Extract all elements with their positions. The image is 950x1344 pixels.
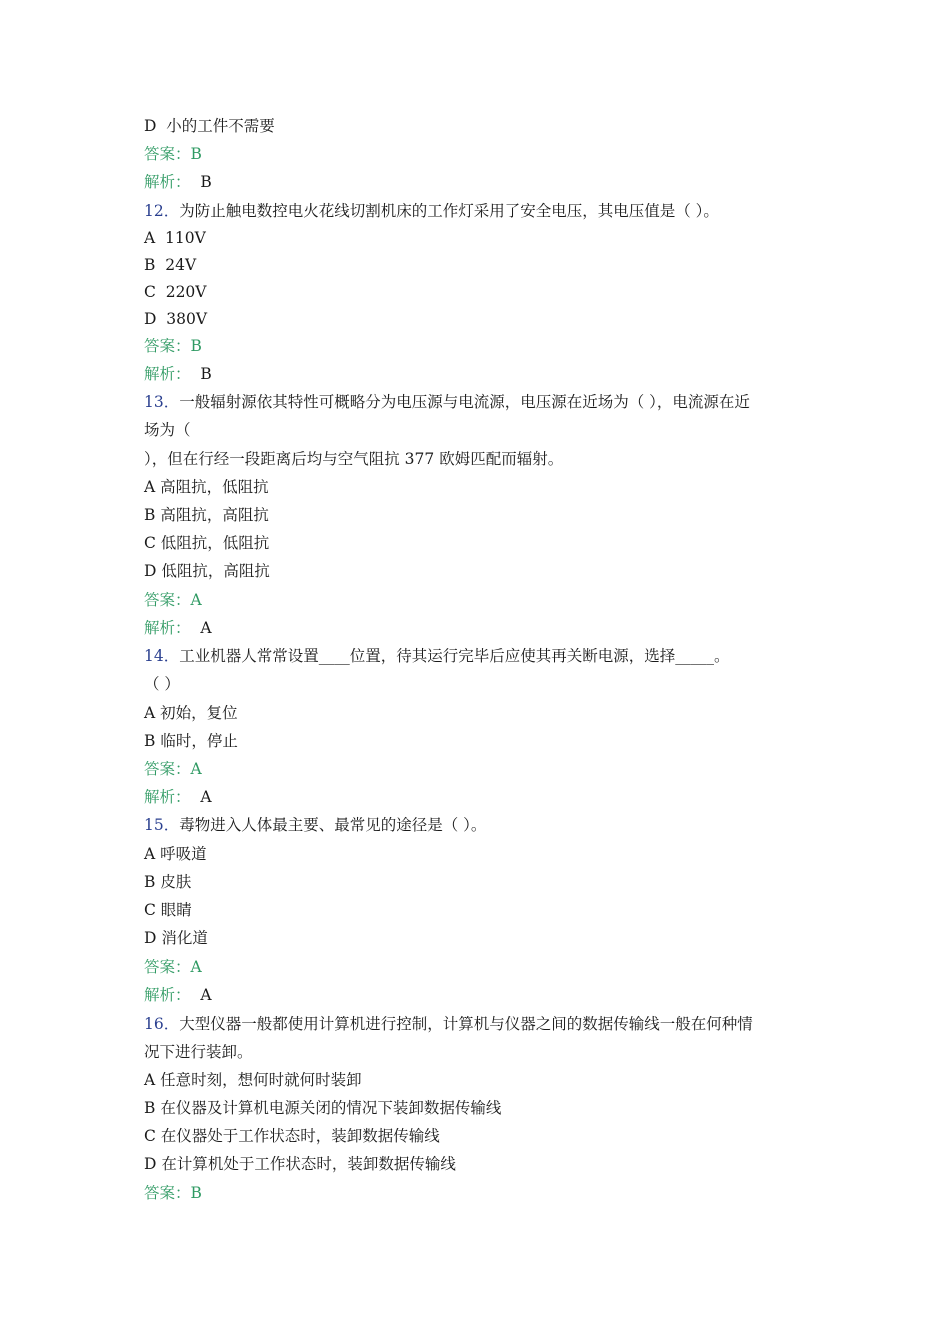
option-d: D 在计算机处于工作状态时，装卸数据传输线 xyxy=(144,1155,456,1173)
question-number: 13． xyxy=(144,393,180,411)
analysis-line xyxy=(144,172,212,192)
option-a: A 初始，复位 xyxy=(144,704,238,722)
option-c: C 在仪器处于工作状态时，装卸数据传输线 xyxy=(144,1127,440,1145)
option-a: A 高阻抗，低阻抗 xyxy=(144,478,269,496)
question-text: 一般辐射源依其特性可概略分为电压源与电流源，电压源在近场为（ ），电流源在近 xyxy=(179,393,750,411)
answer-line xyxy=(144,144,202,164)
analysis-line xyxy=(144,985,212,1005)
answer-value: B xyxy=(190,337,202,355)
answer-value: B xyxy=(190,1184,202,1202)
analysis-label: 解析： xyxy=(144,788,191,806)
answer-line xyxy=(144,957,202,977)
analysis-label: 解析： xyxy=(144,619,191,637)
question-number: 15． xyxy=(144,816,180,834)
analysis-line xyxy=(144,364,212,384)
analysis-label: 解析： xyxy=(144,365,191,383)
answer-line xyxy=(144,759,202,779)
answer-value: A xyxy=(190,958,202,976)
question-text: 工业机器人常常设置____位置，待其运行完毕后应使其再关断电源，选择_____。 xyxy=(179,647,730,665)
option-a: A 呼吸道 xyxy=(144,845,207,863)
analysis-label: 解析： xyxy=(144,986,191,1004)
option-d: D 小的工件不需要 xyxy=(144,117,275,135)
answer-value: A xyxy=(190,760,202,778)
option-d: D 380V xyxy=(144,310,208,328)
option-a: A 任意时刻，想何时就何时装卸 xyxy=(144,1071,362,1089)
option-a: A 110V xyxy=(144,229,206,247)
option-b: B 在仪器及计算机电源关闭的情况下装卸数据传输线 xyxy=(144,1099,502,1117)
question-text-cont: ），但在行经一段距离后均与空气阻抗 377 欧姆匹配而辐射。 xyxy=(144,450,564,468)
answer-line xyxy=(144,590,202,610)
answer-label: 答案： xyxy=(144,145,191,163)
answer-value: B xyxy=(190,145,202,163)
analysis-value: A xyxy=(190,619,212,637)
option-b: B 皮肤 xyxy=(144,873,192,891)
question-number: 12． xyxy=(144,202,180,220)
analysis-value: B xyxy=(190,173,212,191)
answer-value: A xyxy=(190,591,202,609)
question-number: 14． xyxy=(144,647,180,665)
analysis-label: 解析： xyxy=(144,173,191,191)
question-14-stem xyxy=(144,646,730,666)
option-d: D 消化道 xyxy=(144,929,208,947)
question-number: 16． xyxy=(144,1015,180,1033)
analysis-value: A xyxy=(190,986,212,1004)
question-16-stem xyxy=(144,1014,753,1034)
answer-label: 答案： xyxy=(144,337,191,355)
answer-label: 答案： xyxy=(144,958,191,976)
question-text: 毒物进入人体最主要、最常见的途径是（ ）。 xyxy=(179,816,487,834)
option-b: B 高阻抗，高阻抗 xyxy=(144,506,269,524)
option-c: C 220V xyxy=(144,283,207,301)
option-c: C 低阻抗，低阻抗 xyxy=(144,534,270,552)
option-b: B 24V xyxy=(144,256,197,274)
answer-label: 答案： xyxy=(144,1184,191,1202)
option-d: D 低阻抗，高阻抗 xyxy=(144,562,270,580)
option-c: C 眼睛 xyxy=(144,901,192,919)
question-text-cont: 况下进行装卸。 xyxy=(144,1043,253,1061)
question-text-cont: 场为（ xyxy=(144,421,191,439)
question-13-stem xyxy=(144,392,750,412)
question-text: 为防止触电数控电火花线切割机床的工作灯采用了安全电压，其电压值是（ ）。 xyxy=(179,202,719,220)
answer-label: 答案： xyxy=(144,591,191,609)
analysis-line xyxy=(144,618,212,638)
answer-line xyxy=(144,1183,202,1203)
question-text: 大型仪器一般都使用计算机进行控制，计算机与仪器之间的数据传输线一般在何种情 xyxy=(179,1015,753,1033)
question-15-stem xyxy=(144,815,486,835)
analysis-line xyxy=(144,787,212,807)
option-b: B 临时，停止 xyxy=(144,732,238,750)
analysis-value: A xyxy=(190,788,212,806)
question-12-stem xyxy=(144,201,719,221)
question-text-cont: （ ） xyxy=(144,675,180,693)
answer-line xyxy=(144,336,202,356)
analysis-value: B xyxy=(190,365,212,383)
answer-label: 答案： xyxy=(144,760,191,778)
